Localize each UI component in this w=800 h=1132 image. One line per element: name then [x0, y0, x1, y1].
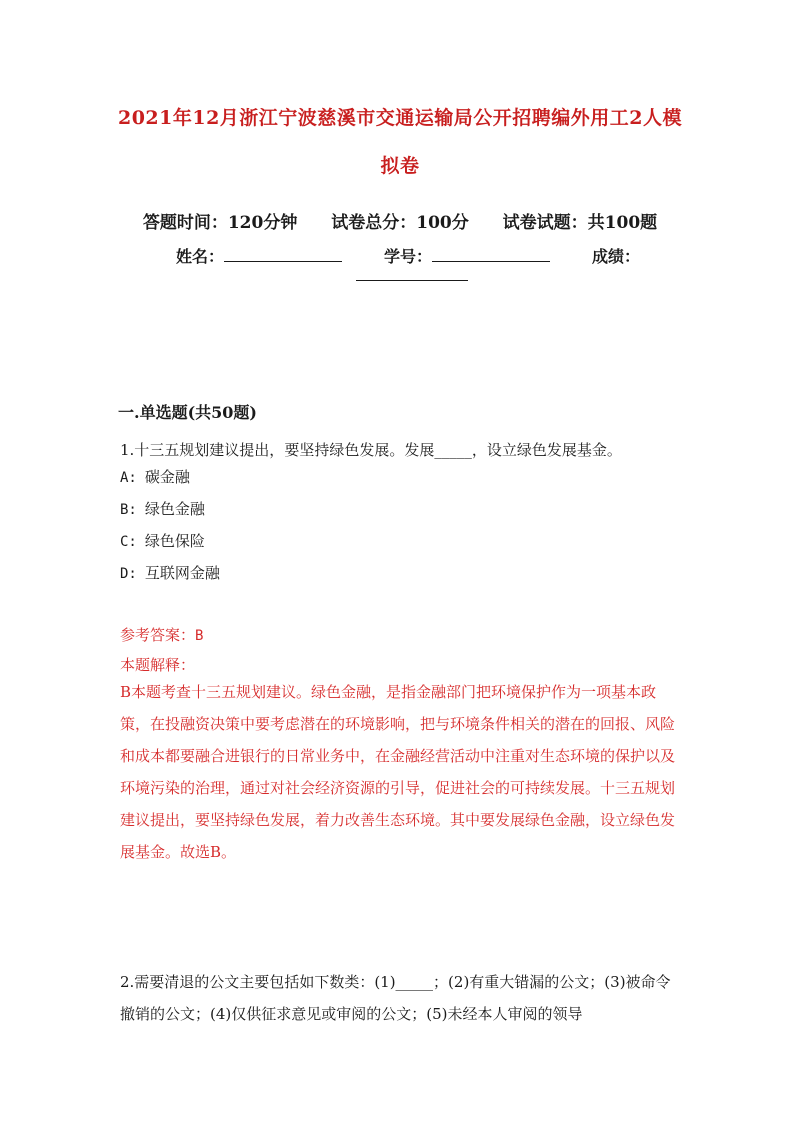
- question-2-text: 2.需要清退的公文主要包括如下数类：(1)_____；(2)有重大错漏的公文；(3)被命令撤销的公文；(4)仅供征求意见或审阅的公文；(5)未经本人审阅的领导: [120, 973, 671, 1023]
- option-letter: B:: [120, 502, 137, 518]
- answer-value: B: [195, 628, 204, 644]
- exam-question-count: 试卷试题：共100题: [502, 213, 658, 233]
- student-id-blank[interactable]: [432, 247, 550, 262]
- option-text: 绿色金融: [144, 500, 205, 518]
- answer-label: 参考答案：: [120, 626, 196, 644]
- option-letter: C:: [120, 534, 137, 550]
- name-blank[interactable]: [224, 247, 342, 262]
- explanation-label: 本题解释：: [120, 656, 196, 674]
- question-1-option-a: [120, 466, 190, 487]
- option-text: 互联网金融: [144, 564, 220, 582]
- name-label: 姓名：: [176, 247, 225, 266]
- option-text: 碳金融: [144, 468, 190, 486]
- question-1-explanation: B本题考查十三五规划建议。绿色金融，是指金融部门把环境保护作为一项基本政策，在投融资决策中要考虑潜在的环境影响，把与环境条件相关的潜在的回报、风险和成本都要融合进银行的日常业务中，在金融经营活动中注重对生态环境的保护以及环境污染的治理，通过对社会经济资源的引导，促进社会的可持续发展。十三五规划建议提出，要坚持绿色发展，着力改善生态环境。其中要发展绿色金融，设立绿色发展基金。故选B。: [120, 683, 676, 861]
- option-letter: A:: [120, 470, 137, 486]
- question-1-answer: [120, 624, 203, 645]
- exam-total-score: 试卷总分：100分: [331, 213, 469, 233]
- student-info-row: [176, 244, 640, 267]
- grade-label: 成绩：: [592, 247, 641, 266]
- section-title: 一.单选题(共50题): [118, 403, 257, 422]
- question-1-option-b: [120, 498, 205, 519]
- exam-meta: [0, 208, 800, 233]
- option-letter: D:: [120, 566, 137, 582]
- student-id-label: 学号：: [384, 247, 433, 266]
- page-title: 2021年12月浙江宁波慈溪市交通运输局公开招聘编外用工2人模拟卷: [117, 107, 683, 177]
- question-1-text: 1.十三五规划建议提出，要坚持绿色发展。发展_____，设立绿色发展基金。: [120, 441, 622, 459]
- option-text: 绿色保险: [144, 532, 205, 550]
- question-1-option-d: [120, 562, 220, 583]
- exam-time: 答题时间：120分钟: [142, 213, 298, 233]
- grade-blank[interactable]: [356, 280, 468, 281]
- question-1-option-c: [120, 530, 205, 551]
